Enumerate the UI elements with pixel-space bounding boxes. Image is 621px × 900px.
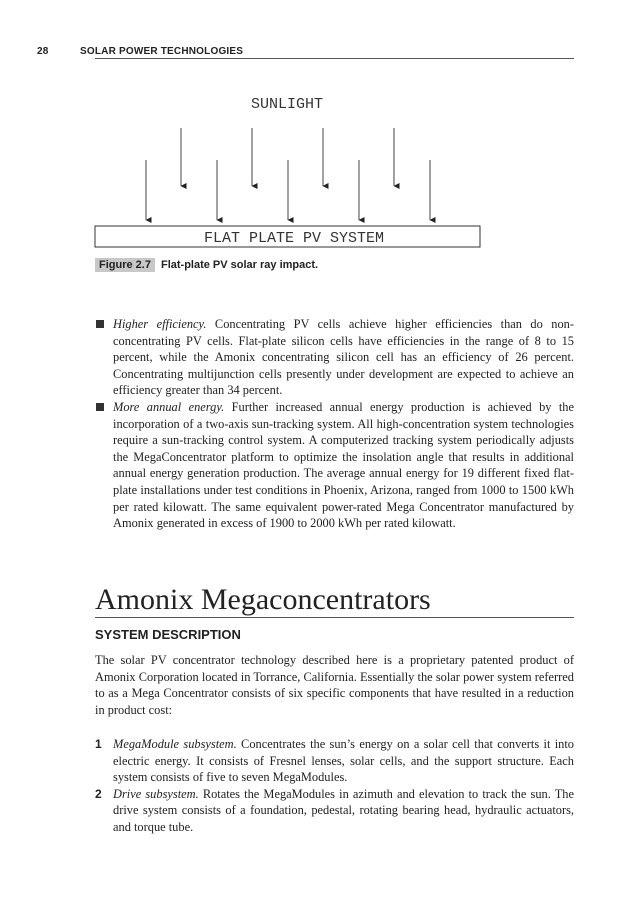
sunlight-label: SUNLIGHT bbox=[250, 96, 324, 113]
figure-tag: Figure 2.7 bbox=[95, 258, 155, 272]
body-paragraph: The solar PV concentrator technology described here is a proprietary patented product of Amonix Corporation located in Torrance, California. Essentially the solar power system referred to as a Mega Concentrator consists of six specific components that have resulted in a reduction in product cost: bbox=[95, 653, 574, 717]
item-text: Concentrates the sun’s energy on a solar cell that converts it into electric energy. It consists of Fresnel lenses, solar cells, and the support structure. Each system consists of five to seven MegaModules. bbox=[113, 737, 574, 785]
bullet-lead: Higher efficiency. bbox=[113, 317, 207, 331]
item-text: Rotates the MegaModules in azimuth and elevation to track the sun. The drive system consists of a foundation, pedestal, rotating bearing head, hydraulic actuators, and torque tube. bbox=[113, 786, 575, 834]
bullet-item bbox=[95, 316, 574, 399]
page-number: 28 bbox=[37, 46, 49, 57]
numbered-item bbox=[95, 736, 574, 786]
bullet-text: Concentrating PV cells achieve higher efficiencies than do non-concentrating PV cells. Flat-plate silicon cells have efficiencies in the range of 8 to 15 percent, while the Amonix concentrating silicon cell has an efficiency of 26 percent. Concentrating multijunction cells presently under development are expected to achieve an efficiency greater than 34 percent. bbox=[113, 317, 574, 398]
figure-caption-text: Flat-plate PV solar ray impact. bbox=[160, 259, 319, 271]
bullet-item bbox=[95, 399, 574, 532]
item-lead: Drive subsystem. bbox=[113, 786, 199, 801]
section-title: Amonix Megaconcentrators bbox=[95, 583, 574, 618]
bullet-lead: More annual energy. bbox=[113, 399, 225, 414]
pv-system-label: FLAT PLATE PV SYSTEM bbox=[203, 230, 385, 247]
figure-caption bbox=[95, 259, 318, 271]
running-title: SOLAR POWER TECHNOLOGIES bbox=[80, 46, 244, 57]
numbered-list bbox=[95, 736, 574, 836]
bullet-list bbox=[95, 316, 574, 532]
numbered-item bbox=[95, 786, 574, 836]
item-number: 2 bbox=[95, 786, 102, 801]
square-bullet-icon bbox=[96, 403, 104, 411]
square-bullet-icon bbox=[96, 320, 104, 328]
bullet-text: Further increased annual energy production is achieved by the incorporation of a two-axis sun-tracking system. All high-concentration system technologies require a sun-tracking control system. A computerized tracking system periodically adjusts the MegaConcentrator platform to optimize the insolation angle that results in additional annual energy generation production. The average annual energy for 19 different fixed flat-plate installations under test conditions in Phoenix, Arizona, ranged from 1000 to 1500 kWh per rated kilowatt. The same equivalent power-rated Mega Concentrator manufactured by Amonix generated in excess of 1900 to 2000 kWh per rated kilowatt. bbox=[113, 399, 574, 531]
subsection-title: SYSTEM DESCRIPTION bbox=[95, 627, 241, 642]
item-number: 1 bbox=[95, 737, 102, 751]
figure-ray-diagram bbox=[0, 0, 621, 260]
item-lead: MegaModule subsystem. bbox=[113, 737, 237, 751]
